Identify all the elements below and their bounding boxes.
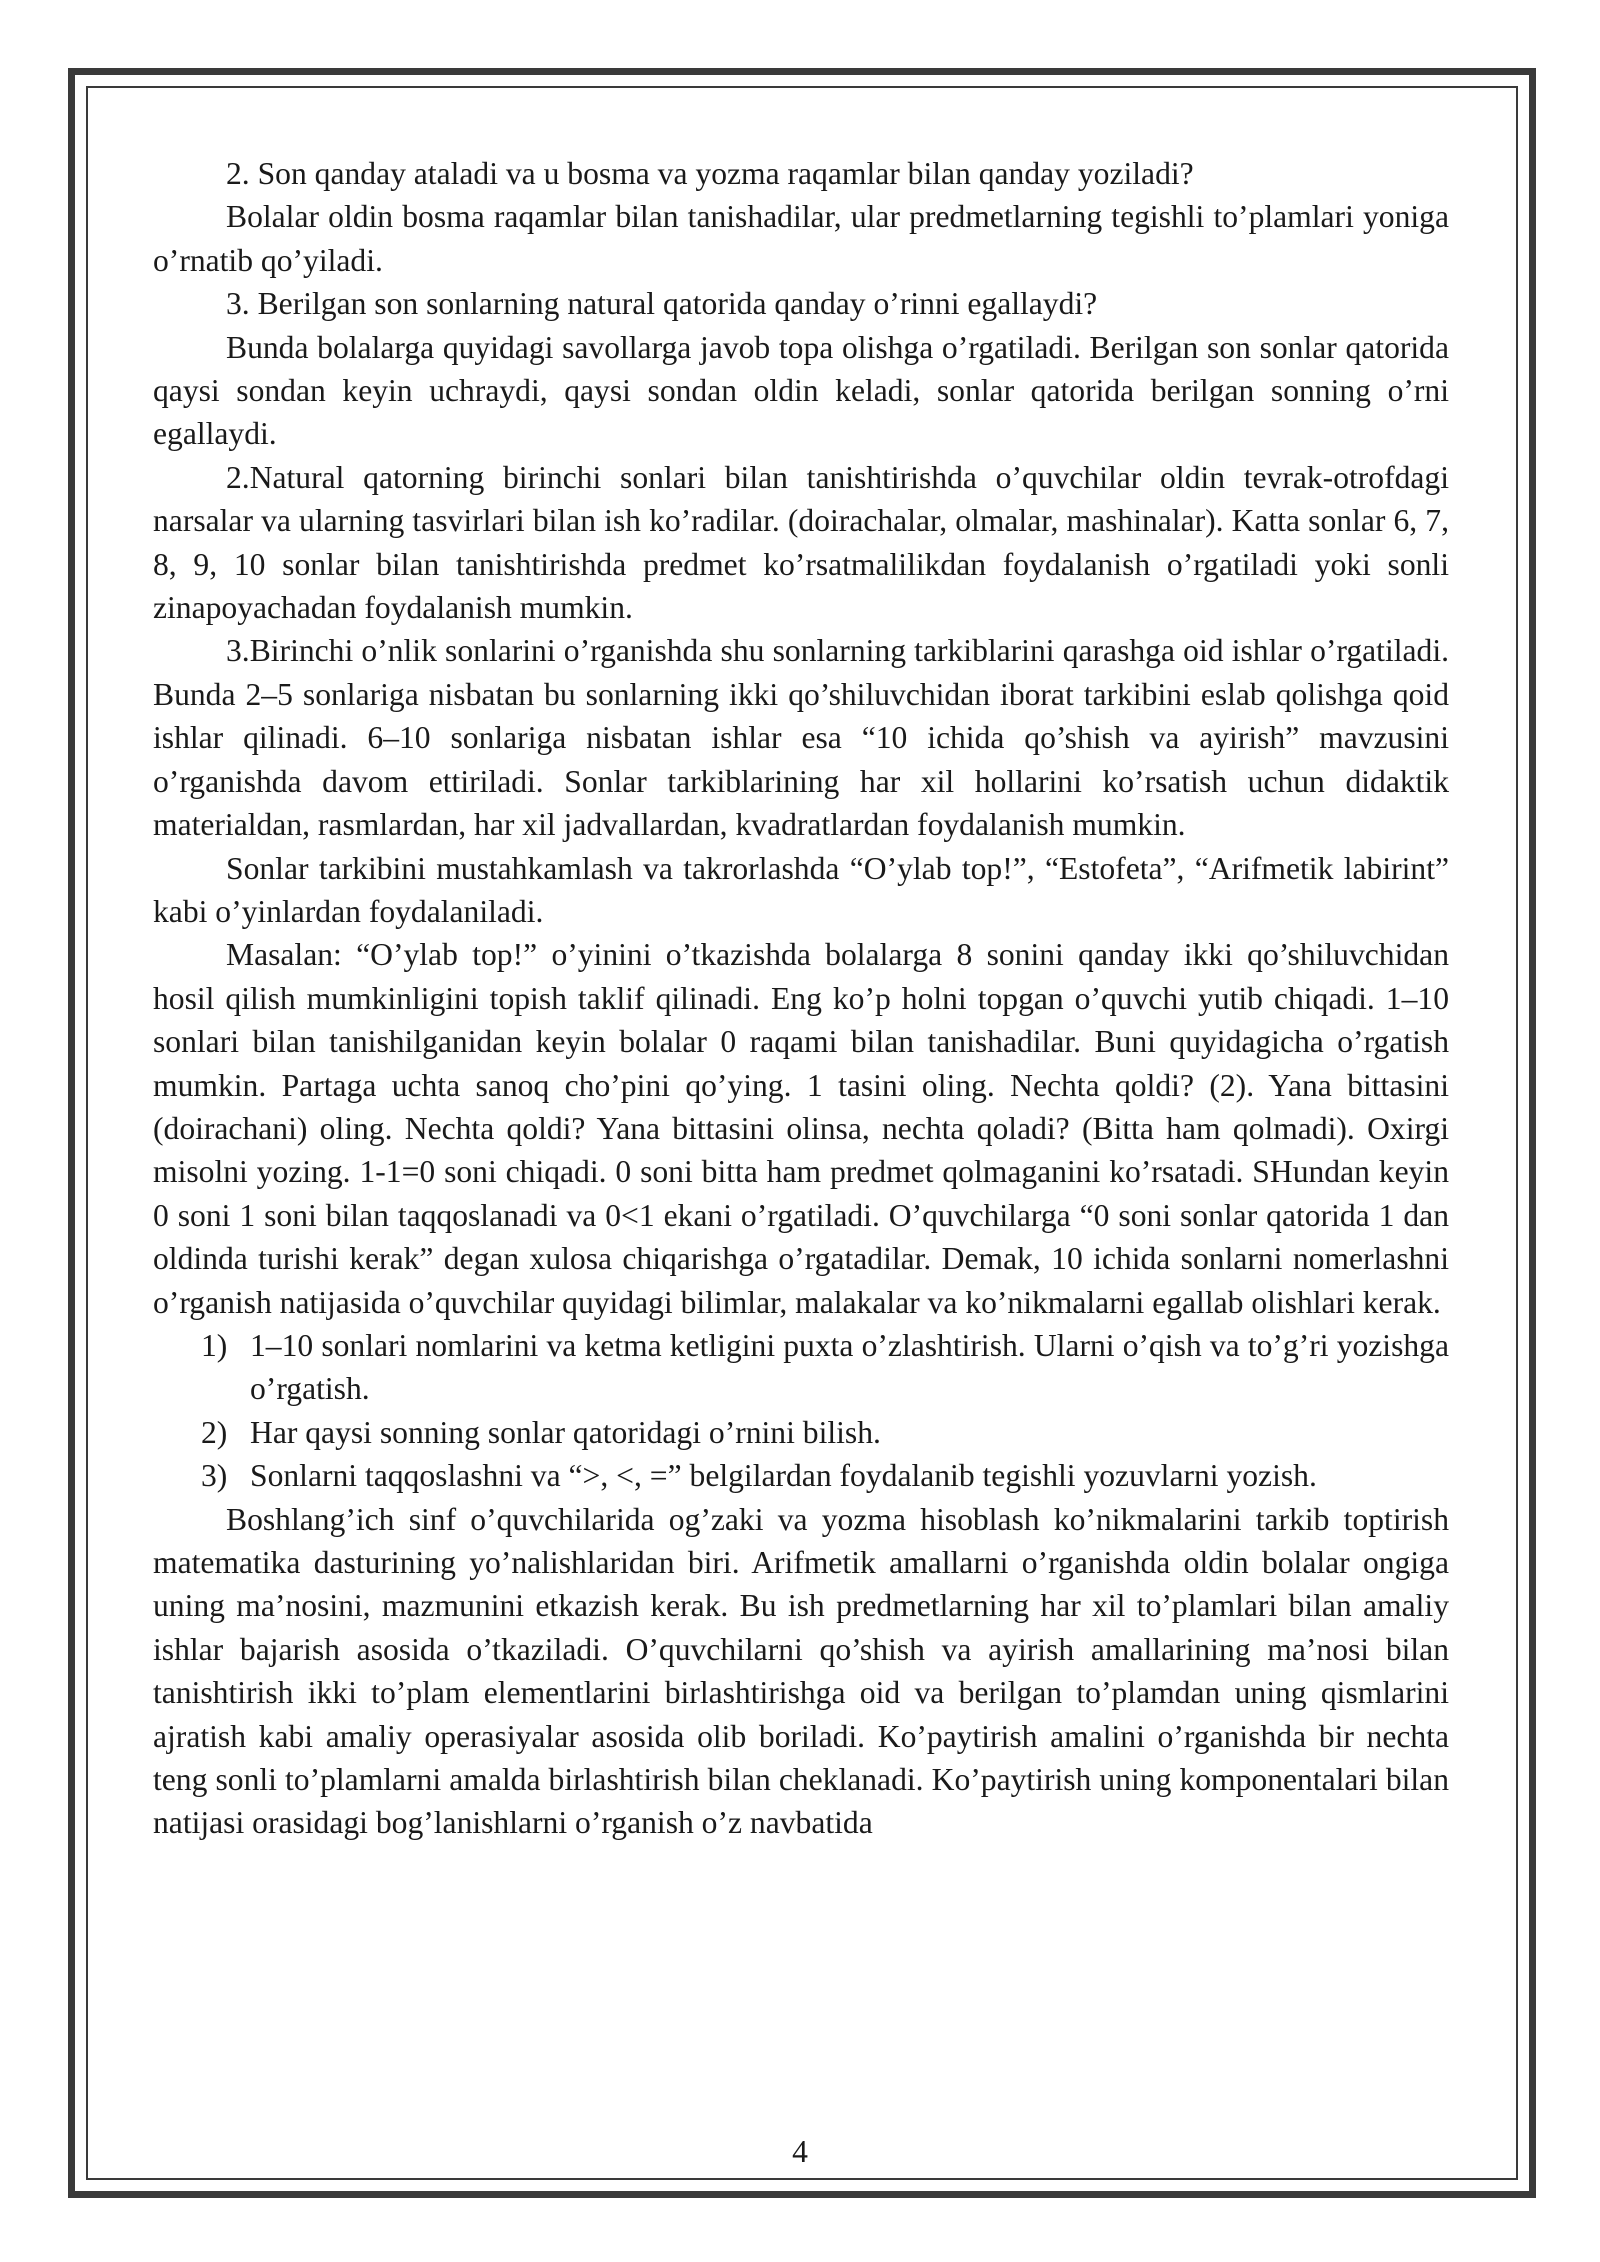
list-item-number: 3) bbox=[201, 1458, 228, 1494]
paragraph: Sonlar tarkibini mustahkamlash va takrorlashda “O’ylab top!”, “Estofeta”, “Arifmetik labirint” kabi o’yinlardan foydalaniladi. bbox=[153, 850, 1449, 929]
paragraph: Masalan: “O’ylab top!” o’yinini o’tkazishda bolalarga 8 sonini qanday ikki qo’shiluvchidan hosil qilish mumkinligini topish taklif qilinadi. Eng ko’p holni topgan o’quvchi yutib chiqadi. 1–10 sonlari bilan tanishilganidan keyin bolalar 0 raqami bilan tanishadilar. Buni quyidagicha o’rgatish mumkin. Partaga uchta sanoq cho’pini qo’ying. 1 tasini oling. Nechta qoldi? (2). Yana bittasini (doirachani) oling. Nechta qoldi? Yana bittasini olinsa, nechta qoladi? (Bitta ham qolmadi). Oxirgi misolni yozing. 1-1=0 soni chiqadi. 0 soni bitta ham predmet qolmaganini ko’rsatadi. SHundan keyin 0 soni 1 soni bilan taqqoslanadi va 0<1 ekani o’rgatiladi. O’quvchilarga “0 soni sonlar qatorida 1 dan oldinda turishi kerak” degan xulosa chiqarishga o’rgatadilar. Demak, 10 ichida sonlarni nomerlashni o’rganish natijasida o’quvchilar quyidagi bilimlar, malakalar va ko’nikmalarni egallab olishlari kerak. bbox=[153, 937, 1449, 1320]
list-item bbox=[153, 1411, 1449, 1454]
list-item bbox=[153, 1454, 1449, 1497]
list-item-number: 1) bbox=[201, 1327, 228, 1363]
list-item-text: Har qaysi sonning sonlar qatoridagi o’rnini bilish. bbox=[250, 1414, 881, 1450]
list-item-text: Sonlarni taqqoslashni va “>, <, =” belgilardan foydalanib tegishli yozuvlarni yozish. bbox=[250, 1458, 1317, 1494]
page-body bbox=[153, 152, 1449, 1845]
page-number: 4 bbox=[792, 2134, 808, 2169]
paragraph: Bolalar oldin bosma raqamlar bilan tanishadilar, ular predmetlarning tegishli to’plamlari yoniga o’rnatib qo’yiladi. bbox=[153, 199, 1449, 278]
numbered-list bbox=[153, 1324, 1449, 1498]
paragraph: 3. Berilgan son sonlarning natural qatorida qanday o’rinni egallaydi? bbox=[226, 286, 1098, 322]
paragraph: Bunda bolalarga quyidagi savollarga javob topa olishga o’rgatiladi. Berilgan son sonlar qatorida qaysi sondan keyin uchraydi, qaysi sondan oldin keladi, sonlar qatorida berilgan sonning o’rni egallaydi. bbox=[153, 329, 1449, 452]
paragraph: 2. Son qanday ataladi va u bosma va yozma raqamlar bilan qanday yoziladi? bbox=[226, 156, 1194, 191]
list-item-number: 2) bbox=[201, 1414, 228, 1450]
paragraph: 2.Natural qatorning birinchi sonlari bilan tanishtirishda o’quvchilar oldin tevrak-otrofdagi narsalar va ularning tasvirlari bilan ish ko’radilar. (doirachalar, olmalar, mashinalar). Katta sonlar 6, 7, 8, 9, 10 sonlar bilan tanishtirishda predmet ko’rsatmalilikdan foydalanish o’rgatiladi yoki sonli zinapoyachadan foydalanish mumkin. bbox=[153, 459, 1449, 626]
list-item-text: 1–10 sonlari nomlarini va ketma ketligini puxta o’zlashtirish. Ularni o’qish va to’g’ri yozishga o’rgatish. bbox=[250, 1327, 1449, 1407]
list-item bbox=[153, 1324, 1449, 1411]
closing-paragraph: Boshlang’ich sinf o’quvchilarida og’zaki va yozma hisoblash ko’nikmalarini tarkib toptirish matematika dasturining yo’nalishlaridan biri. Arifmetik amallarni o’rganishda oldin bolalar ongiga uning ma’nosini, mazmunini etkazish kerak. Bu ish predmetlarning har xil to’plamlari bilan amaliy ishlar bajarish asosida o’tkaziladi. O’quvchilarni qo’shish va ayirish amallarining ma’nosi bilan tanishtirish ikki to’plam elementlarini birlashtirishga oid va berilgan to’plamdan uning qismlarini ajratish kabi amaliy operasiyalar asosida olib boriladi. Ko’paytirish amalini o’rganishda bir nechta teng sonli to’plamlarni amalda birlashtirish bilan cheklanadi. Ko’paytirish uning komponentalari bilan natijasi orasidagi bog’lanishlarni o’rganish o’z navbatida bbox=[153, 1501, 1449, 1841]
paragraph: 3.Birinchi o’nlik sonlarini o’rganishda shu sonlarning tarkiblarini qarashga oid ishlar o’rgatiladi. Bunda 2–5 sonlariga nisbatan bu sonlarning ikki qo’shiluvchidan iborat tarkibini eslab qolishga qoid ishlar qilinadi. 6–10 sonlariga nisbatan ishlar esa “10 ichida qo’shish va ayirish” mavzusini o’rganishda davom ettiriladi. Sonlar tarkiblarining har xil hollarini ko’rsatish uchun didaktik materialdan, rasmlardan, har xil jadvallardan, kvadratlardan foydalanish mumkin. bbox=[153, 633, 1449, 843]
